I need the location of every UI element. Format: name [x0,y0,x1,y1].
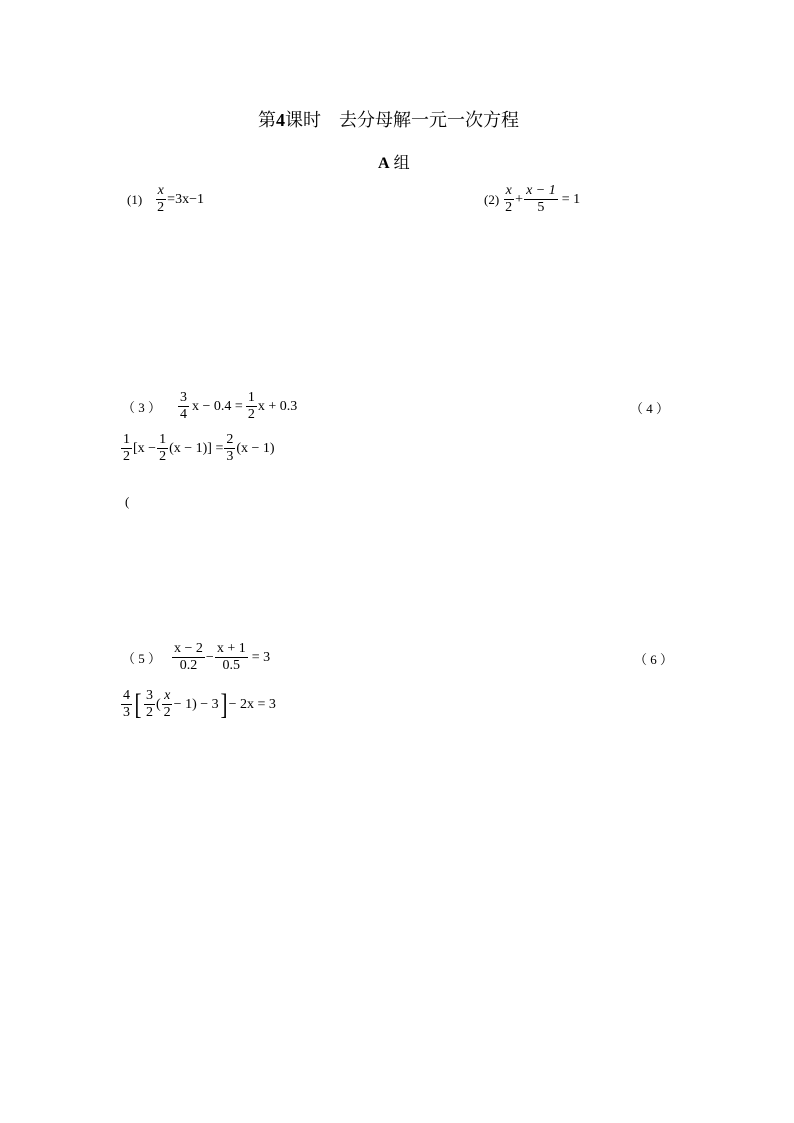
group-heading [378,150,410,173]
fraction-denominator: 3 [123,705,130,721]
fraction-denominator: 3 [226,449,234,465]
problem-4-fraction-3 [224,432,235,465]
problem-3-middle: x − 0.4 = [192,398,243,414]
problem-3 [122,390,297,423]
fraction-denominator: 2 [247,407,255,423]
problem-6 [120,688,276,721]
problem-5 [122,641,270,674]
title-suffix: 课时 [285,110,321,130]
fraction-numerator: 3 [144,688,155,705]
problem-3-rest: x + 0.3 [257,398,298,414]
problem-4-label: （ 4 ） [630,401,670,416]
fraction-numerator: x [156,183,166,200]
fraction-numerator: 2 [224,432,235,449]
fraction-numerator: 1 [121,432,132,449]
fraction-denominator: 4 [180,407,188,423]
problem-5-fraction-2 [215,641,248,674]
problem-1-fraction [155,183,166,216]
problem-1-label: (1) [127,191,143,207]
problem-2-fraction-1 [503,183,514,216]
left-bracket: [ [134,687,142,721]
right-bracket: ] [220,687,228,721]
problem-2-fraction-2 [524,183,558,216]
problem-4 [120,432,275,465]
fraction-denominator: 2 [123,449,130,465]
fraction-numerator: x − 2 [172,641,205,658]
problem-6-open-paren: ( [156,696,161,712]
group-word: 组 [393,155,410,172]
title-topic: 去分母解一元一次方程 [339,110,519,130]
problem-4-rest: (x − 1) [236,440,275,456]
fraction-numerator: 1 [157,432,168,449]
problem-1 [127,183,204,216]
fraction-denominator: 2 [505,200,513,216]
fraction-denominator: 2 [159,449,167,465]
fraction-denominator: 0.5 [222,658,241,674]
problem-6-fraction-2 [144,688,155,721]
problem-6-rest: − 2x = 3 [228,696,276,712]
problem-4-fraction-1 [121,432,132,465]
fraction-denominator: 2 [157,200,165,216]
fraction-numerator: 1 [246,390,257,407]
problem-5-rest: = 3 [251,649,271,665]
fraction-denominator: 2 [163,705,171,721]
title-number: 4 [276,110,285,130]
problem-6-fraction-1 [121,688,132,721]
problem-2-rest: = 1 [561,191,581,207]
fraction-numerator: x [504,183,514,200]
title-prefix: 第 [258,110,276,130]
problem-4-middle-1: [x − [133,440,157,456]
minus-sign: − [205,649,214,665]
problem-3-fraction-2 [246,390,257,423]
fraction-denominator: 5 [537,200,545,216]
problem-2 [484,183,580,216]
problem-4-fraction-2 [157,432,168,465]
fraction-numerator: 4 [121,688,132,705]
fraction-numerator: 3 [178,390,189,407]
fraction-numerator: x + 1 [215,641,248,658]
page-title [258,106,519,132]
problem-5-fraction-1 [172,641,205,674]
problem-6-fraction-3 [162,688,173,721]
problem-1-rest: =3x−1 [167,191,204,207]
problem-6-middle: − 1) − 3 [173,696,219,712]
problem-2-label: (2) [484,191,500,207]
problem-3-label: （ 3 ） [122,400,162,416]
problem-4-middle-2: (x − 1)] = [169,440,224,456]
fraction-numerator: x [162,688,172,705]
plus-sign: + [515,191,524,207]
stray-parenthesis: ( [125,494,130,509]
problem-6-label: （ 6 ） [634,652,674,667]
problem-3-fraction-1 [178,390,189,423]
fraction-numerator: x − 1 [524,183,558,200]
problem-5-label: （ 5 ） [122,651,162,667]
fraction-denominator: 2 [146,705,153,721]
group-letter: A [378,155,390,172]
fraction-denominator: 0.2 [179,658,198,674]
